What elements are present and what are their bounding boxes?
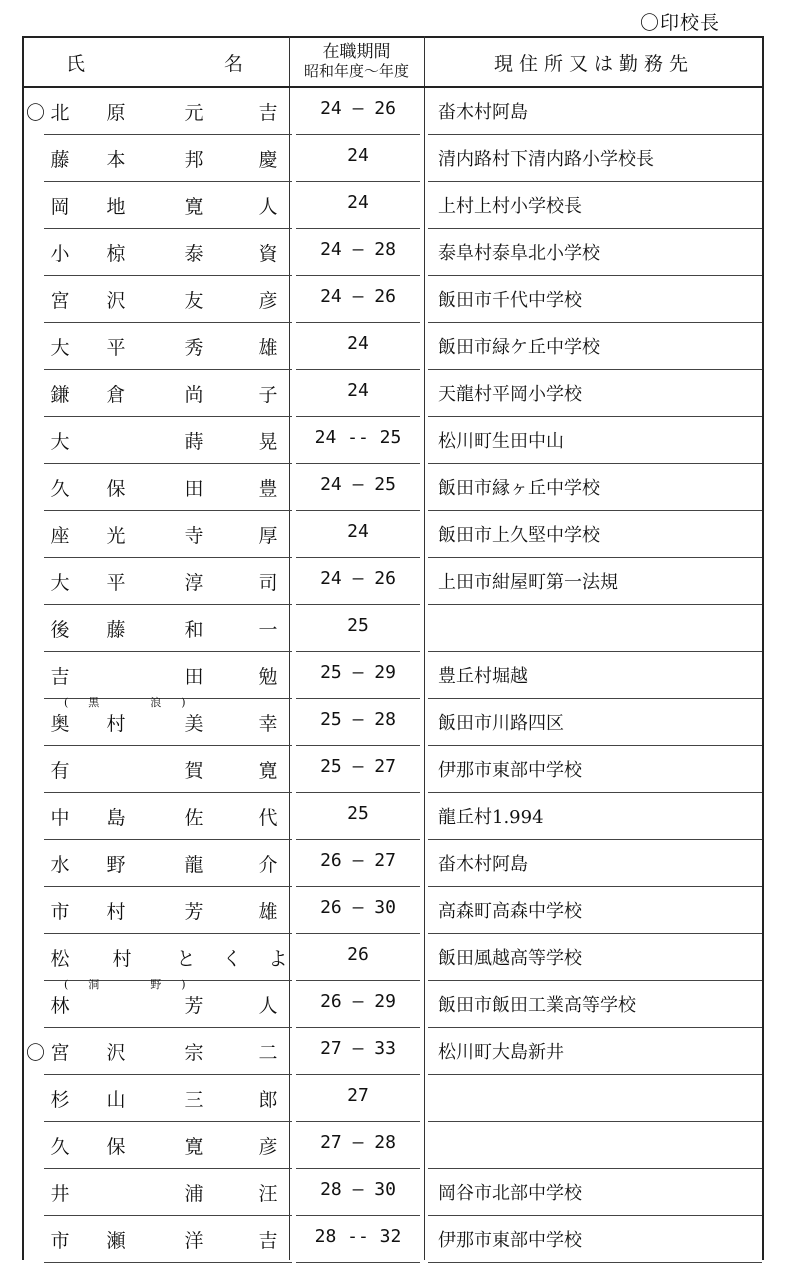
- period-cell: 28 — 30: [320, 1179, 396, 1200]
- name-character: 市: [50, 1230, 70, 1252]
- address-cell: 畓木村阿島: [438, 854, 528, 875]
- address-cell: 飯田市千代中学校: [438, 290, 582, 311]
- table-row: [24, 370, 764, 417]
- name-character: 後: [50, 619, 70, 641]
- name-character: 賀: [184, 760, 204, 782]
- name-cell: [24, 417, 289, 464]
- table-row: [24, 558, 764, 605]
- period-cell: 24 — 26: [320, 568, 396, 589]
- header-name-right: 名: [224, 52, 244, 75]
- address-cell: 畓木村阿島: [438, 102, 528, 123]
- address-cell: 松川町大島新井: [438, 1042, 564, 1063]
- period-cell: 24 -- 25: [314, 427, 402, 448]
- row-rule: [44, 1262, 292, 1263]
- name-character: 座: [50, 525, 70, 547]
- name-character: 勉: [258, 666, 278, 688]
- name-character: 洋: [184, 1230, 204, 1252]
- name-character: 友: [184, 290, 204, 312]
- name-cell: [24, 464, 289, 511]
- name-character: く: [222, 948, 242, 970]
- period-cell: 25: [347, 803, 369, 824]
- name-character: 地: [106, 196, 126, 218]
- period-cell: 24: [347, 380, 369, 401]
- address-cell: 飯田市飯田工業高等学校: [438, 995, 636, 1016]
- name-character: 久: [50, 478, 70, 500]
- period-cell: 25: [347, 615, 369, 636]
- name-cell: [24, 135, 289, 182]
- name-character: 和: [184, 619, 204, 641]
- table-row: [24, 652, 764, 699]
- table-row: [24, 934, 764, 981]
- name-character: 淳: [184, 572, 204, 594]
- address-cell: 龍丘村1.994: [438, 807, 544, 828]
- name-character: 田: [184, 478, 204, 500]
- period-cell: 24: [347, 521, 369, 542]
- table-row: [24, 464, 764, 511]
- name-character: 二: [258, 1042, 278, 1064]
- name-character: 彦: [258, 290, 278, 312]
- name-character: 久: [50, 1136, 70, 1158]
- name-character: 吉: [258, 102, 278, 124]
- name-character: 邦: [184, 149, 204, 171]
- name-cell: [24, 276, 289, 323]
- name-cell: [24, 1216, 289, 1263]
- header-period-line2: 昭和年度〜年度: [303, 62, 409, 80]
- name-character: 大: [50, 572, 70, 594]
- name-cell: [24, 229, 289, 276]
- period-cell: 26 — 30: [320, 897, 396, 918]
- table-row: [24, 417, 764, 464]
- name-character: 北: [50, 102, 70, 124]
- header-name: [24, 38, 289, 86]
- address-cell: 上村上村小学校長: [438, 196, 582, 217]
- name-character: 原: [106, 102, 126, 124]
- name-character: 龍: [184, 854, 204, 876]
- name-character: 瀬: [106, 1230, 126, 1252]
- name-character: 寺: [184, 525, 204, 547]
- name-character: 村: [106, 901, 126, 923]
- name-character: 奥: [50, 713, 70, 735]
- name-character: 岡: [50, 196, 70, 218]
- table-row: [24, 276, 764, 323]
- name-character: 晃: [258, 431, 278, 453]
- name-character: 司: [258, 572, 278, 594]
- name-character: 松: [50, 948, 70, 970]
- table-row: [24, 135, 764, 182]
- name-character: 藤: [106, 619, 126, 641]
- name-character: 雄: [258, 901, 278, 923]
- name-character: 厚: [258, 525, 278, 547]
- name-character: 光: [106, 525, 126, 547]
- table-row: [24, 1075, 764, 1122]
- period-cell: 24: [347, 145, 369, 166]
- name-character: 浦: [184, 1183, 204, 1205]
- period-cell: 25 — 27: [320, 756, 396, 777]
- name-character: 野: [106, 854, 126, 876]
- table-row: [24, 511, 764, 558]
- address-cell: 泰阜村泰阜北小学校: [438, 243, 600, 264]
- table-row: [24, 978, 764, 1028]
- name-character: 藤: [50, 149, 70, 171]
- name-cell: [24, 1028, 289, 1075]
- period-cell: 24: [347, 333, 369, 354]
- principal-circle-mark: 〇: [26, 102, 46, 124]
- period-cell: 24 — 26: [320, 286, 396, 307]
- name-character: 尚: [184, 384, 204, 406]
- name-character: 佐: [184, 807, 204, 829]
- name-ruby-annotation: (洞 野): [64, 978, 206, 991]
- name-character: 田: [184, 666, 204, 688]
- address-cell: 飯田市川路四区: [438, 713, 564, 734]
- table-row: [24, 323, 764, 370]
- name-character: 一: [258, 619, 278, 641]
- name-character: 吉: [50, 666, 70, 688]
- name-character: 汪: [258, 1183, 278, 1205]
- name-cell: [24, 558, 289, 605]
- name-character: 林: [50, 995, 70, 1017]
- address-cell: 飯田市縁ヶ丘中学校: [438, 478, 600, 499]
- name-character: 市: [50, 901, 70, 923]
- table-row: [24, 605, 764, 652]
- address-cell: 豊丘村堀越: [438, 666, 528, 687]
- name-character: 介: [258, 854, 278, 876]
- name-character: 大: [50, 431, 70, 453]
- name-character: 杉: [50, 1089, 70, 1111]
- name-character: 倉: [106, 384, 126, 406]
- name-character: 慶: [258, 149, 278, 171]
- name-character: 寛: [184, 1136, 204, 1158]
- address-cell: 飯田風越高等学校: [438, 948, 582, 969]
- name-cell: [24, 746, 289, 793]
- principal-circle-mark: 〇: [26, 1042, 46, 1064]
- name-character: 美: [184, 713, 204, 735]
- header-period: [289, 38, 424, 86]
- name-character: 保: [106, 478, 126, 500]
- row-rule: [296, 1262, 420, 1263]
- header-address: 現住所又は勤務先: [493, 52, 694, 75]
- address-cell: 清内路村下清内路小学校長: [438, 149, 654, 170]
- name-character: 彦: [258, 1136, 278, 1158]
- address-cell: 伊那市東部中学校: [438, 1230, 582, 1251]
- name-character: 椋: [106, 243, 126, 265]
- name-character: 蒔: [184, 431, 204, 453]
- name-character: 子: [258, 384, 278, 406]
- period-cell: 26 — 27: [320, 850, 396, 871]
- name-character: 寛: [184, 196, 204, 218]
- period-cell: 27 — 33: [320, 1038, 396, 1059]
- address-cell: 高森町高森中学校: [438, 901, 582, 922]
- legend-principal-mark: 〇印校長: [640, 12, 721, 34]
- name-character: 中: [50, 807, 70, 829]
- name-character: 秀: [184, 337, 204, 359]
- name-character: 豊: [258, 478, 278, 500]
- name-cell: [24, 840, 289, 887]
- address-cell: 岡谷市北部中学校: [438, 1183, 582, 1204]
- row-rule: [428, 1262, 762, 1263]
- table-row: [24, 696, 764, 746]
- period-cell: 28 -- 32: [314, 1226, 402, 1247]
- name-character: 本: [106, 149, 126, 171]
- name-character: 芳: [184, 995, 204, 1017]
- name-cell: [24, 652, 289, 699]
- name-character: よ: [268, 948, 288, 970]
- period-cell: 24 — 25: [320, 474, 396, 495]
- name-character: 三: [184, 1089, 204, 1111]
- name-cell: [24, 1169, 289, 1216]
- period-cell: 24 — 26: [320, 98, 396, 119]
- name-cell: [24, 887, 289, 934]
- table-row: [24, 840, 764, 887]
- name-cell: [24, 793, 289, 840]
- name-cell: [24, 1122, 289, 1169]
- header-name-left: 氏: [66, 52, 86, 75]
- name-cell: [24, 605, 289, 652]
- table-row: [24, 746, 764, 793]
- name-character: 代: [258, 807, 278, 829]
- name-character: 芳: [184, 901, 204, 923]
- name-character: 小: [50, 243, 70, 265]
- address-cell: 飯田市上久堅中学校: [438, 525, 600, 546]
- name-cell: [24, 696, 289, 746]
- name-cell: [24, 511, 289, 558]
- address-cell: 松川町生田中山: [438, 431, 564, 452]
- table-row: [24, 793, 764, 840]
- name-character: 島: [106, 807, 126, 829]
- name-cell: [24, 182, 289, 229]
- name-character: 山: [106, 1089, 126, 1111]
- name-character: 村: [106, 713, 126, 735]
- name-character: 元: [184, 102, 204, 124]
- name-character: 郎: [258, 1089, 278, 1111]
- period-cell: 26: [347, 944, 369, 965]
- name-character: 雄: [258, 337, 278, 359]
- name-cell: [24, 370, 289, 417]
- name-character: 平: [106, 337, 126, 359]
- name-character: 吉: [258, 1230, 278, 1252]
- period-cell: 25 — 28: [320, 709, 396, 730]
- name-character: 人: [258, 995, 278, 1017]
- table-row: [24, 88, 764, 135]
- name-character: 宮: [50, 1042, 70, 1064]
- name-character: 有: [50, 760, 70, 782]
- table-row: [24, 1169, 764, 1216]
- name-character: 村: [112, 948, 132, 970]
- name-character: 沢: [106, 290, 126, 312]
- name-character: 宮: [50, 290, 70, 312]
- name-cell: [24, 88, 289, 135]
- name-character: と: [176, 948, 196, 970]
- name-character: 保: [106, 1136, 126, 1158]
- name-cell: [24, 323, 289, 370]
- name-character: 人: [258, 196, 278, 218]
- name-character: 沢: [106, 1042, 126, 1064]
- name-character: 寛: [258, 760, 278, 782]
- period-cell: 25 — 29: [320, 662, 396, 683]
- name-character: 水: [50, 854, 70, 876]
- period-cell: 26 — 29: [320, 991, 396, 1012]
- address-cell: 天龍村平岡小学校: [438, 384, 582, 405]
- period-cell: 27 — 28: [320, 1132, 396, 1153]
- period-cell: 24: [347, 192, 369, 213]
- name-character: 幸: [258, 713, 278, 735]
- address-cell: 上田市紺屋町第一法規: [438, 572, 618, 593]
- table-row: [24, 182, 764, 229]
- name-character: 宗: [184, 1042, 204, 1064]
- table-row: [24, 1122, 764, 1169]
- name-character: 大: [50, 337, 70, 359]
- name-character: 泰: [184, 243, 204, 265]
- address-cell: 伊那市東部中学校: [438, 760, 582, 781]
- name-cell: [24, 934, 289, 981]
- table-row: [24, 1216, 764, 1263]
- name-cell: [24, 978, 289, 1028]
- period-cell: 24 — 28: [320, 239, 396, 260]
- table-row: [24, 1028, 764, 1075]
- table-row: [24, 887, 764, 934]
- name-ruby-annotation: (黒 浪): [64, 696, 206, 709]
- address-cell: 飯田市緑ケ丘中学校: [438, 337, 600, 358]
- period-cell: 27: [347, 1085, 369, 1106]
- name-cell: [24, 1075, 289, 1122]
- table-row: [24, 229, 764, 276]
- name-character: 平: [106, 572, 126, 594]
- header-period-line1: 在職期間: [322, 42, 391, 62]
- name-character: 井: [50, 1183, 70, 1205]
- name-character: 資: [258, 243, 278, 265]
- name-character: 鎌: [50, 384, 70, 406]
